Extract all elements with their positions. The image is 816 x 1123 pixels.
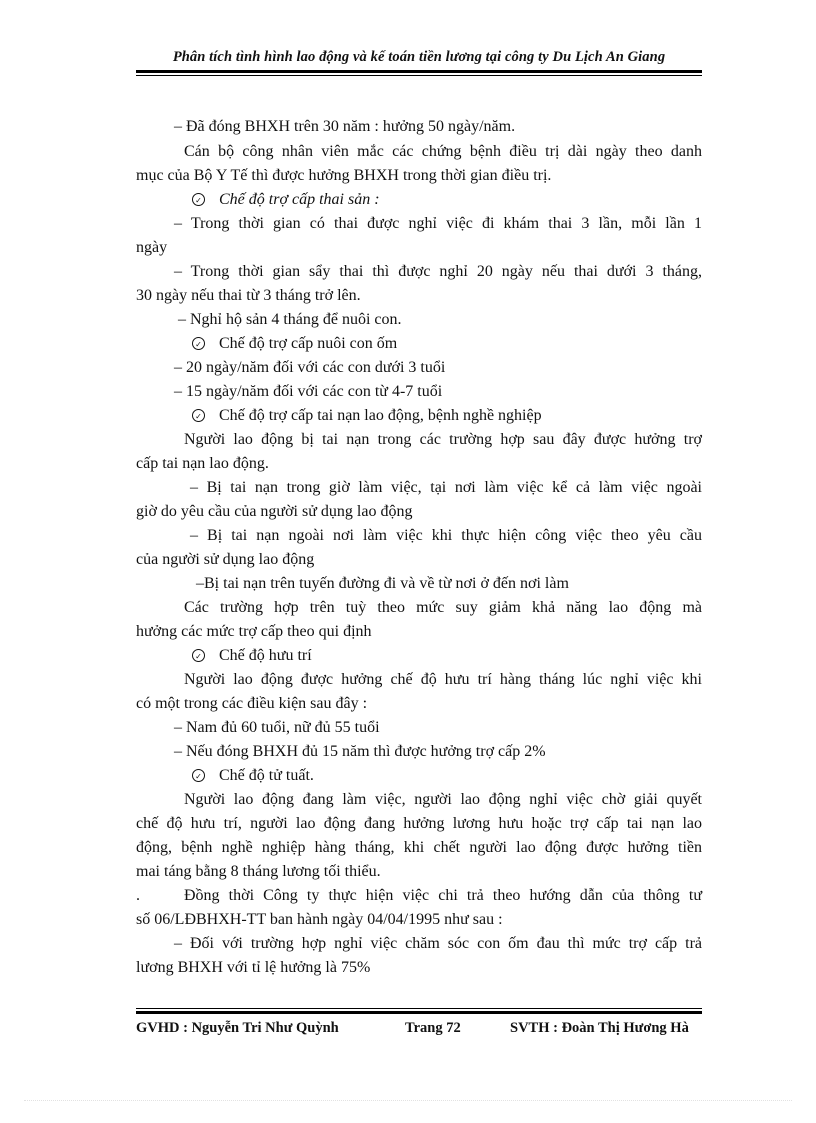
header-rule	[136, 70, 702, 73]
text-line: có một trong các điều kiện sau đây :	[136, 695, 368, 712]
text-line: Người lao động được hưởng chế độ hưu trí hàng tháng lúc nghỉ việc khi	[184, 671, 702, 688]
text-line: của người sử dụng lao động	[136, 551, 315, 568]
text-line: động, bệnh nghề nghiệp hàng tháng, khi chết người lao động được hưởng tiền	[136, 839, 702, 856]
text-line: Người lao động bị tai nạn trong các trường hợp sau đây được hưởng trợ	[184, 431, 702, 448]
text-line: – Trong thời gian sẩy thai thì được nghỉ 20 ngày nếu thai dưới 3 tháng,	[174, 263, 702, 280]
text-line: Người lao động đang làm việc, người lao động nghỉ việc chờ giải quyết	[184, 791, 702, 808]
section-heading: ✓ Chế độ trợ cấp nuôi con ốm	[192, 334, 397, 354]
footer-student: SVTH : Đoàn Thị Hương Hà	[510, 1020, 689, 1036]
footer-page-number: Trang 72	[405, 1020, 461, 1036]
check-bullet-icon: ✓	[192, 337, 205, 350]
text-line: mai táng bằng 8 tháng lương tối thiểu.	[136, 863, 381, 880]
text-line: Cán bộ công nhân viên mắc các chứng bệnh điều trị dài ngày theo danh	[184, 143, 702, 160]
header-rule-thin	[136, 75, 702, 76]
text-line: – Trong thời gian có thai được nghỉ việc đi khám thai 3 lần, mỗi lần 1	[174, 215, 702, 232]
text-line: – Nghỉ hộ sản 4 tháng để nuôi con.	[178, 311, 402, 328]
footer-supervisor: GVHD : Nguyễn Tri Như Quỳnh	[136, 1020, 339, 1036]
text-line: chế độ hưu trí, người lao động đang hưởng lương hưu hoặc trợ cấp tai nạn lao	[136, 815, 702, 832]
page-header-title: Phân tích tình hình lao động và kế toán tiền lương tại công ty Du Lịch An Giang	[172, 49, 666, 65]
page-edge-divider	[24, 1100, 792, 1101]
section-heading: ✓ Chế độ trợ cấp tai nạn lao động, bệnh nghề nghiệp	[192, 406, 542, 426]
text-line: mục của Bộ Y Tế thì được hưởng BHXH trong thời gian điều trị.	[136, 167, 552, 184]
footer-rule	[136, 1011, 702, 1014]
text-line: lương BHXH với tỉ lệ hưởng là 75%	[136, 959, 371, 976]
text-line: ngày	[136, 239, 168, 256]
text-line: – Nam đủ 60 tuổi, nữ đủ 55 tuổi	[174, 719, 380, 736]
section-heading: ✓ Chế độ tử tuất.	[192, 766, 314, 786]
check-bullet-icon: ✓	[192, 649, 205, 662]
text-line: – Nếu đóng BHXH đủ 15 năm thì được hưởng trợ cấp 2%	[174, 743, 546, 760]
text-line: 30 ngày nếu thai từ 3 tháng trở lên.	[136, 287, 361, 304]
text-line: – Đối với trường hợp nghỉ việc chăm sóc con ốm đau thì mức trợ cấp trả	[174, 935, 702, 952]
section-heading: ✓ Chế độ hưu trí	[192, 646, 312, 666]
footer-rule-thin	[136, 1008, 702, 1009]
text-line: – 15 ngày/năm đối với các con từ 4-7 tuổi	[174, 383, 443, 400]
text-line: – Bị tai nạn trong giờ làm việc, tại nơi làm việc kể cả làm việc ngoài	[190, 479, 702, 496]
check-bullet-icon: ✓	[192, 409, 205, 422]
check-bullet-icon: ✓	[192, 193, 205, 206]
text-line: .	[136, 887, 140, 904]
text-line: giờ do yêu cầu của người sử dụng lao động	[136, 503, 413, 520]
section-heading: ✓ Chế độ trợ cấp thai sản :	[192, 190, 380, 210]
text-line: Đồng thời Công ty thực hiện việc chi trả theo hướng dẫn của thông tư	[184, 887, 702, 904]
text-line: – 20 ngày/năm đối với các con dưới 3 tuổi	[174, 359, 446, 376]
text-line: số 06/LĐBHXH-TT ban hành ngày 04/04/1995 như sau :	[136, 911, 503, 928]
check-bullet-icon: ✓	[192, 769, 205, 782]
text-line: Các trường hợp trên tuỳ theo mức suy giảm khả năng lao động mà	[184, 599, 702, 616]
text-line: –Bị tai nạn trên tuyến đường đi và về từ nơi ở đến nơi làm	[196, 575, 569, 592]
text-line: cấp tai nạn lao động.	[136, 455, 269, 472]
text-line: – Đã đóng BHXH trên 30 năm : hưởng 50 ngày/năm.	[174, 118, 516, 135]
text-line: hưởng các mức trợ cấp theo qui định	[136, 623, 372, 640]
text-line: – Bị tai nạn ngoài nơi làm việc khi thực hiện công việc theo yêu cầu	[190, 527, 702, 544]
